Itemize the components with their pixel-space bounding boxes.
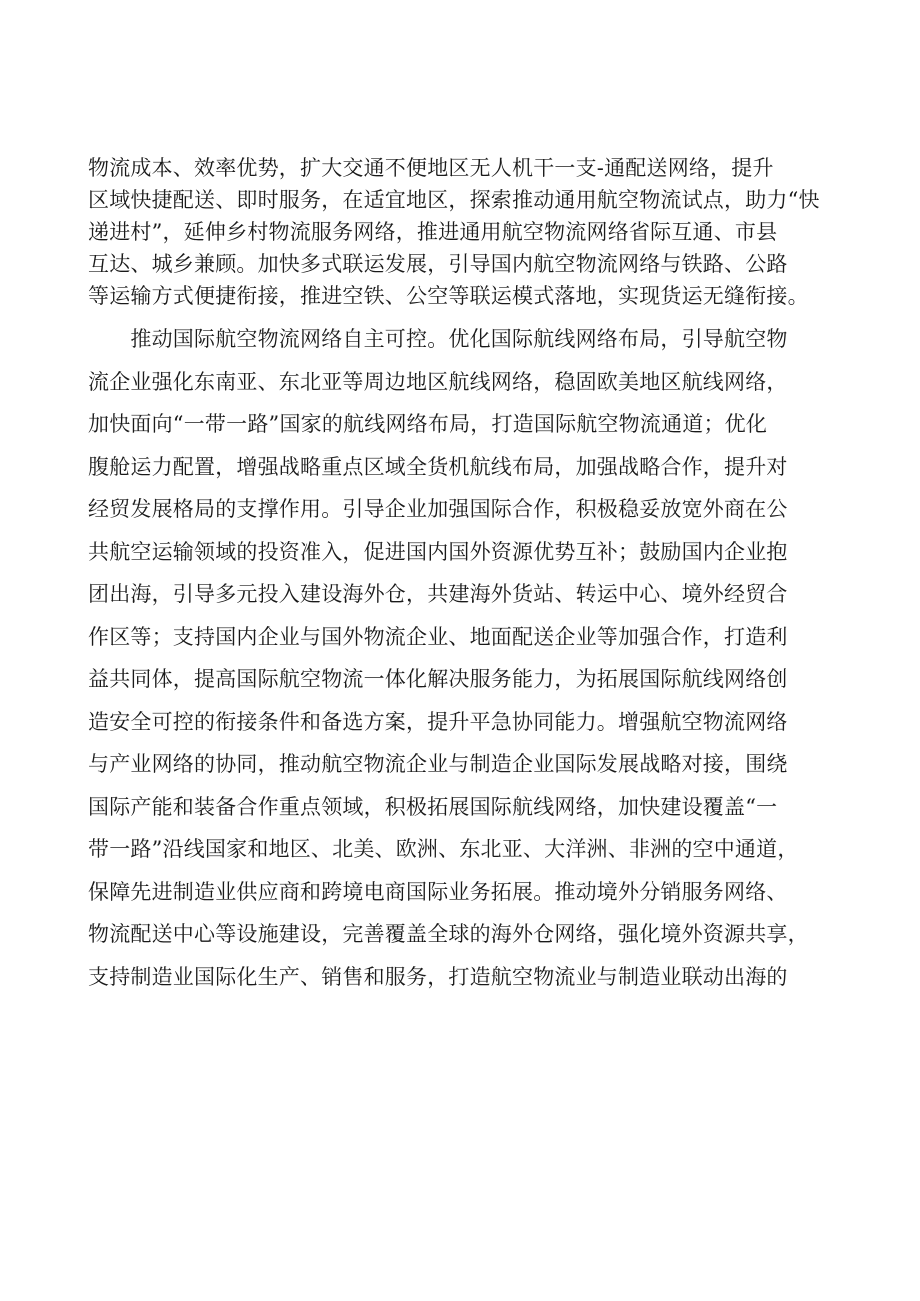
- text-line: 国际产能和装备合作重点领域，积极拓展国际航线网络，加快建设覆盖“一: [88, 794, 778, 819]
- text-line: 作区等；支持国内企业与国外物流企业、地面配送企业等加强合作，打造利: [88, 624, 788, 649]
- text-line: 互达、城乡兼顾。加快多式联运发展，引导国内航空物流网络与铁路、公路: [88, 252, 788, 276]
- paragraph-1: [88, 152, 848, 312]
- text-line: 带一路”沿线国家和地区、北美、欧洲、东北亚、大洋洲、非洲的空中通道，: [88, 837, 799, 861]
- text-line: 支持制造业国际化生产、销售和服务，打造航空物流业与制造业联动出海的: [88, 964, 788, 989]
- text-line: 团出海，引导多元投入建设海外仓，共建海外货站、转运中心、境外经贸合: [88, 582, 788, 606]
- text-line: 益共同体，提高国际航空物流一体化解决服务能力，为拓展国际航线网络创: [88, 667, 788, 691]
- text-line: 物流成本、效率优势，扩大交通不便地区无人机干一支-通配送网络，提升: [88, 156, 774, 180]
- text-line: 推动国际航空物流网络自主可控。优化国际航线网络布局，引导航空物: [88, 327, 788, 351]
- text-line: 区域快捷配送、即时服务，在适宜地区，探索推动通用航空物流试点，助力“快: [88, 188, 820, 212]
- text-line: 经贸发展格局的支撑作用。引导企业加强国际合作，积极稳妥放宽外商在公: [88, 497, 788, 521]
- text-line: 加快面向“一带一路”国家的航线网络布局，打造国际航空物流通道；优化: [88, 412, 768, 436]
- text-line: 腹舱运力配置，增强战略重点区域全货机航线布局，加强战略合作，提升对: [88, 454, 788, 479]
- text-line: 等运输方式便捷衔接，推进空铁、公空等联运模式落地，实现货运无缝衔接。: [88, 284, 809, 308]
- text-line: 与产业网络的协同，推动航空物流企业与制造企业国际发展战略对接，围绕: [88, 752, 788, 776]
- text-line: 共航空运输领域的投资准入，促进国内国外资源优势互补；鼓励国内企业抱: [88, 539, 788, 564]
- text-line: 造安全可控的衔接条件和备选方案，提升平急协同能力。增强航空物流网络: [88, 709, 788, 734]
- text-line: 保障先进制造业供应商和跨境电商国际业务拓展。推动境外分销服务网络、: [88, 879, 788, 904]
- text-line: 流企业强化东南亚、东北亚等周边地区航线网络，稳固欧美地区航线网络，: [88, 369, 788, 394]
- paragraph-2: [88, 318, 848, 998]
- text-line: 递进村”，延伸乡村物流服务网络，推进通用航空物流网络省际互通、市县: [88, 220, 778, 244]
- text-line: 物流配送中心等设施建设，完善覆盖全球的海外仓网络，强化境外资源共享，: [88, 922, 809, 946]
